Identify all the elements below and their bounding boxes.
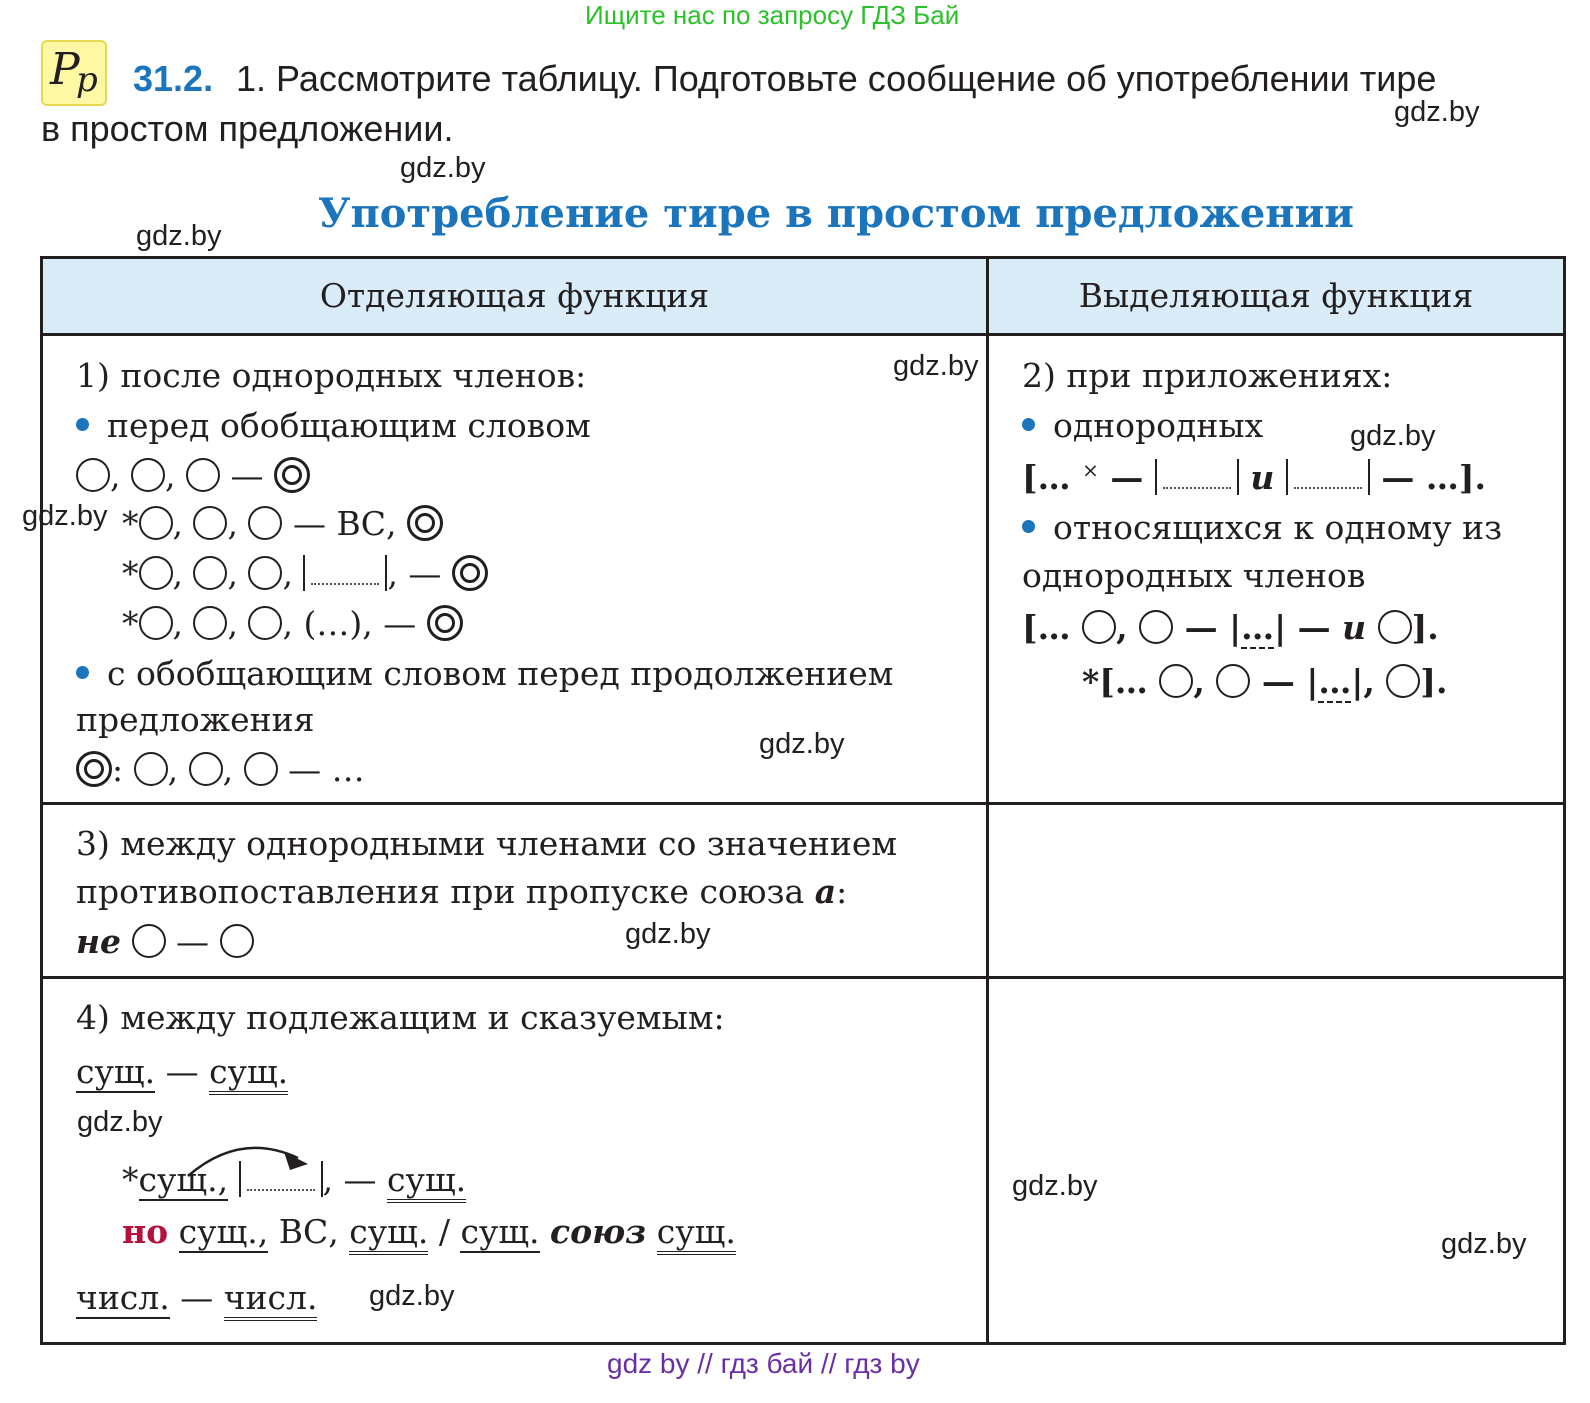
task-text-line1: 1. Рассмотрите таблицу. Подготовьте сообщение об употреблении тире — [236, 58, 1437, 99]
watermark: gdz.by — [22, 500, 108, 532]
cell1-bullet2: с обобщающим словом перед продолжением — [76, 654, 893, 693]
scheme-2: * , , — ВС, — [122, 504, 443, 544]
table-title: Употребление тире в простом предложении — [318, 190, 1354, 237]
cell4-heading: 4) между подлежащим и сказуемым: — [76, 998, 725, 1037]
cell2-scheme-2: [… , — |…| — и ]. — [1022, 608, 1439, 647]
watermark: gdz.by — [625, 918, 711, 950]
cell2-bullet2: относящихся к одному из — [1022, 508, 1502, 547]
cell2-scheme-1: [… × — и — …]. — [1022, 458, 1486, 497]
bullet-icon — [1022, 418, 1035, 431]
cell1-heading: 1) после однородных членов: — [76, 356, 587, 395]
task-text-line2: в простом предложении. — [41, 108, 454, 149]
cell1-bullet2-cont: предложения — [76, 700, 315, 739]
footer-watermark: gdz by // гдз бай // гдз by — [607, 1348, 920, 1379]
watermark: gdz.by — [1350, 420, 1436, 452]
watermark: gdz.by — [893, 350, 979, 382]
watermark: gdz.by — [400, 152, 486, 184]
watermark: gdz.by — [759, 728, 845, 760]
bullet-icon — [1022, 520, 1035, 533]
cell2-bullet2-cont: однородных членов — [1022, 556, 1366, 595]
cell2-bullet1: однородных — [1022, 406, 1263, 445]
col1-header: Отделяющая функция — [319, 276, 710, 315]
watermark: gdz.by — [369, 1280, 455, 1312]
cell1-bullet1: перед обобщающим словом — [76, 406, 591, 445]
watermark: gdz.by — [77, 1106, 163, 1138]
scheme-1: , , — — [76, 456, 310, 496]
bullet-icon — [76, 418, 89, 431]
scheme-5: : , , — … — [76, 750, 365, 790]
scheme-3: * , , , , — — [122, 554, 488, 594]
watermark: gdz.by — [136, 220, 222, 252]
cell4-scheme-3: но сущ., ВС, сущ. / сущ. союз сущ. — [122, 1212, 736, 1251]
watermark: gdz.by — [1441, 1228, 1527, 1260]
cell3-line1: 3) между однородными членами со значением — [76, 824, 898, 863]
cell3-scheme: не — — [76, 922, 254, 961]
search-banner: Ищите нас по запросу ГДЗ Бай — [585, 0, 960, 30]
cell4-scheme-2: *сущ., , — сущ. — [122, 1160, 466, 1200]
scheme-4: * , , , (…), — — [122, 604, 463, 644]
col2-header: Выделяющая функция — [1078, 276, 1474, 315]
bullet-icon — [76, 666, 89, 679]
watermark: gdz.by — [1394, 96, 1480, 128]
task-number: 31.2. — [133, 58, 214, 99]
cell2-scheme-3: *[… , — |…|, ]. — [1082, 662, 1448, 701]
watermark: gdz.by — [1012, 1170, 1098, 1202]
cell2-heading: 2) при приложениях: — [1022, 356, 1393, 395]
cell4-scheme-1: сущ. — сущ. — [76, 1052, 288, 1091]
cell4-scheme-4: числ. — числ. — [76, 1278, 317, 1317]
rules-table — [40, 256, 1566, 1345]
cell3-line2: противопоставления при пропуске союза а: — [76, 872, 848, 911]
speech-logo-icon: P p — [41, 40, 107, 106]
